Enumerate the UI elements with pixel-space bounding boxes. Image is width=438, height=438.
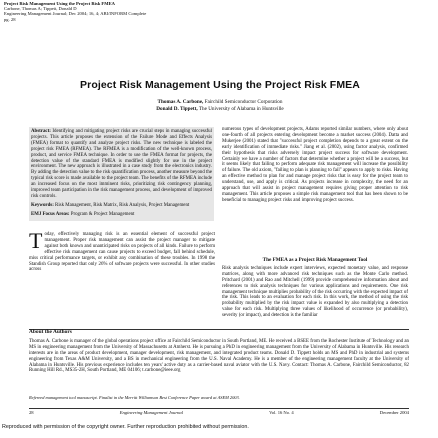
fmea-section: [222, 258, 408, 319]
abstract-box: [29, 127, 214, 221]
issue-date: December 2004: [379, 410, 409, 415]
section-heading: The FMEA as a Project Risk Management Tool: [262, 257, 368, 263]
citation-header: [4, 1, 304, 22]
keywords-line: [31, 203, 212, 209]
about-heading: About the Authors: [29, 329, 72, 335]
citation-title: Project Risk Management Using the Project Risk FMEA: [4, 1, 115, 6]
abstract-paragraph: [31, 129, 212, 200]
about-text: Thomas A. Carbone is manager of the global operations project office at Fairchild Semiconductor in South Portland, ME. He received a BSEE from the Rochester Institute of Technology and an MS in engineering management from the University of Massachusetts at Amherst. He is pursuing a PhD in engineering management from the University of Alabama in Huntsville. His research interests are in the areas of product development, manager development, risk management, and integrated product teams. Donald D. Tippett holds an MS and PhD in industrial and systems engineering from Texas A&M University, and a BS in mechanical engineering from the U.S. Naval Academy. He is a member of the engineering management faculty at the University of Alabama in Huntsville. His previous experience includes ten years' active duty as a carrier-based naval aviator with the U.S. Navy. Contact: Thomas A. Carbone, Fairchild Semiconductor, 82 Running Hill Rd., MS35-2H, South Portland, ME 04106; t.carbone@ieee.org: [29, 338, 409, 374]
page-footer: [29, 408, 409, 415]
author-2-affiliation: The University of Alabama in Huntsville: [197, 106, 284, 112]
reproduction-notice: Reproduced with permission of the copyright owner. Further reproduction prohibited without permission.: [2, 424, 249, 430]
focus-areas-text: Program & Project Management: [69, 211, 135, 217]
right-column-text: numerous types of development projects, Adams reported similar numbers, where only about one-fourth of all projects entering development become a market success (2004). Datta and Mukerjee (2001) stated that "successful project completion depends to a great extent on the early identification of immediate risks." Jiang et al. (2002), using factor analysis, confirmed their hypothesis that risks adversely impact project success for software development. Certainly we have a number of factors that determine whether a project will be a success, but it seems likely that failing to perform adequate risk management will increase the possibility of failure. The old axiom, "failing to plan is planning to fail" appears to apply to risks. Having an effective method to plan for and manage project risks that is easy for the project team to understand, use, and apply is critical. As projects increase in complexity, the need for an approach that will assist in project management requires giving proper attention to risk management. This article proposes a simple risk management tool that has been shown to be beneficial to managing project risks and improving project success.: [222, 127, 408, 203]
author-1-name: Thomas A. Carbone,: [157, 99, 204, 105]
footnote: Refereed management tool manuscript. Finalist in the Merritt Williamson Best Conference Paper award at ASEM 2003.: [29, 395, 240, 400]
focus-areas-label: EMJ Focus Areas:: [31, 211, 70, 217]
intro-column: [29, 228, 215, 273]
author-line-2: [60, 106, 380, 112]
volume: Vol. 16 No. 4: [269, 410, 294, 415]
focus-areas-line: [31, 212, 212, 218]
author-line-1: [60, 99, 380, 105]
author-1-affiliation: Fairchild Semiconductor Corporation: [203, 99, 283, 105]
keywords-label: Keywords:: [31, 202, 54, 208]
article-title: Project Risk Management Using the Project Risk FMEA: [80, 79, 360, 91]
page-number: 28: [29, 410, 34, 415]
citation-source: Engineering Management Journal; Dec 2004; 16, 4; ABI/INFORM Complete: [4, 11, 147, 17]
section-text: Risk analysis techniques include expert interviews, expected monetary value, and response matrices, along with more advanced risk techniques such as the Monte Carlo method. Pritchard (2001) and Rao and Mitchell (1999) provide comprehensive information about and references to risk analysis techniques for various applications and requirements. One risk management technique multiplies probability of the risk occurring with the expected impact of the risk. This leads to an evaluation for each risk. In this work, the method of using the risk probability multiplied by the risk impact value is expanded by also multiplying a detection value for each risk. Multiplying three values of likelihood of occurrence (or probability), severity (or impact), and detection is the familiar: [222, 265, 408, 319]
abstract-label: Abstract:: [31, 129, 51, 134]
about-authors: [29, 330, 409, 374]
author-2-name: Donald D. Tippett,: [156, 106, 198, 112]
abstract-text: Identifying and mitigating project risks are crucial steps in managing successful projects. This article proposes the extension of the Failure Mode and Effects Analysis (FMEA) format to quantify and analyze project risks. The new technique is labeled the project risk FMEA (RFMEA). The RFMEA is a modification of the well-known process, product, and service FMEA technique. In order to use the FMEA format for projects, the detection value of the standard FMEA is modified slightly for use in the project environment. The new approach is illustrated in a case study from the electronics industry. By adding the detection value to the risk quantification process, another measure beyond the typical risk score is made available to the project team. The benefits of the RFMEA include an increased focus on the most imminent risks, prioritizing risk contingency planning, improved team participation in the risk management process, and development of improved risk controls.: [31, 129, 212, 199]
intro-text: oday, effectively managing risk is an essential element of successful project management. Proper risk management can assist the project manager to mitigate against both known and unanticipated risks on projects of all kinds. Failure to perform effective risk management can cause projects to exceed budget, fall behind schedule, miss critical performance targets, or exhibit any combination of these troubles. In 1998 the Standish Group reported that only 26% of software projects were successful. In other studies across: [29, 232, 215, 273]
citation-authors: Carbone, Thomas A; Tippett, Donald D: [4, 6, 77, 12]
citation-page: pg. 28: [4, 16, 16, 22]
drop-cap: T: [29, 228, 43, 253]
keywords-text: Risk Management, Risk Matrix, Risk Analysis, Project Management: [53, 202, 190, 208]
journal-name: Engineering Management Journal: [119, 410, 183, 415]
